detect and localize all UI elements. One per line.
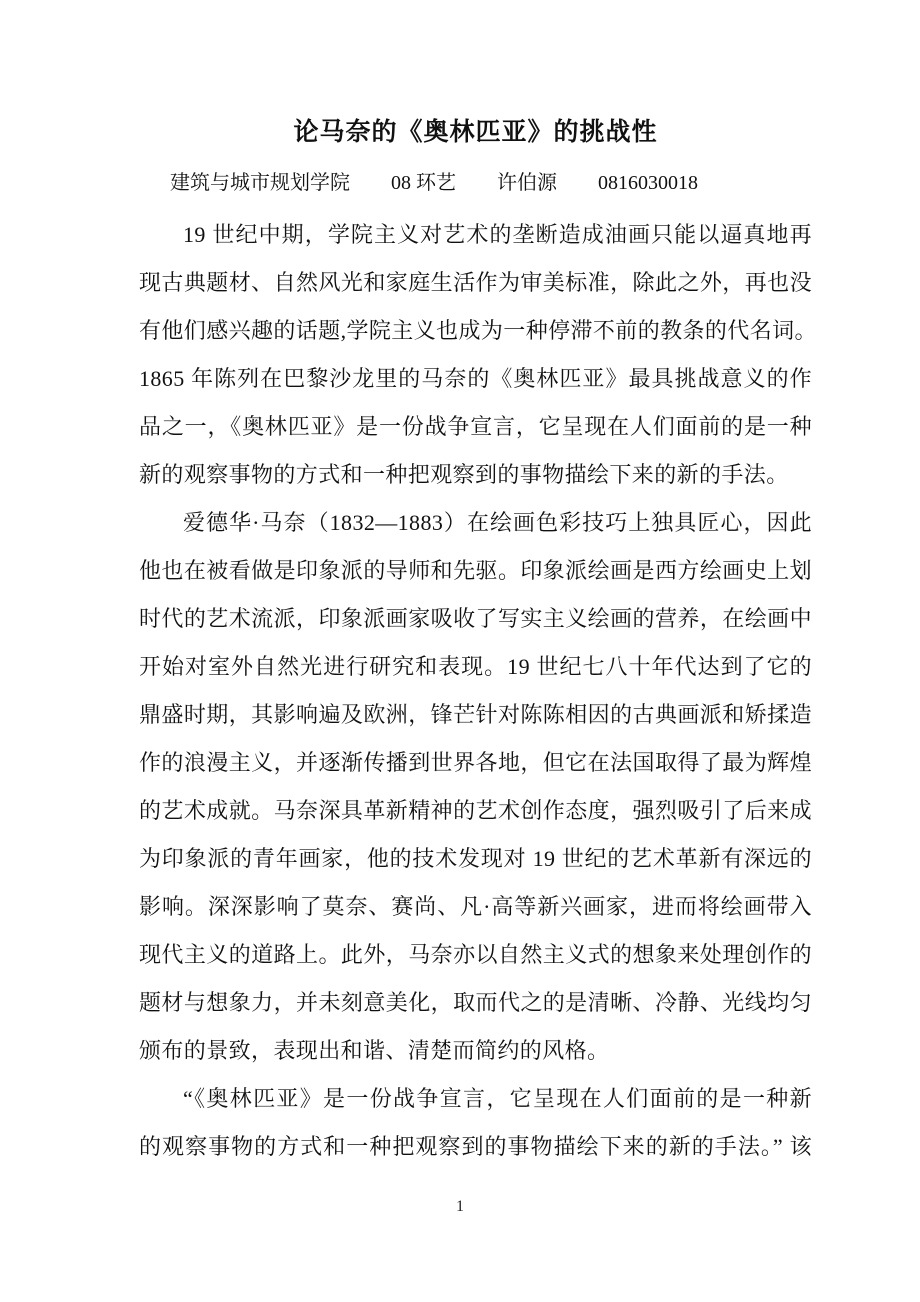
text-line: 现古典题材、自然风光和家庭生活作为审美标准，除此之外，再也没 (139, 270, 812, 295)
text-line: 有他们感兴趣的话题,学院主义也成为一种停滞不前的教条的代名词。 (139, 318, 817, 343)
text-line: 为印象派的青年画家，他的技术发现对 19 世纪的艺术革新有深远的 (139, 846, 812, 871)
text-line: 作的浪漫主义，并逐渐传播到世界各地，但它在法国取得了最为辉煌 (139, 750, 812, 775)
text-line: 的艺术成就。马奈深具革新精神的艺术创作态度，强烈吸引了后来成 (139, 798, 812, 823)
byline-department: 建筑与城市规划学院 (170, 172, 350, 194)
document-body (139, 211, 817, 1171)
text-line: 的观察事物的方式和一种把观察到的事物描绘下来的新的手法。” 该 (139, 1134, 812, 1159)
text-line: 品之一，《奥林匹亚》是一份战争宣言，它呈现在人们面前的是一种 (139, 414, 812, 439)
text-line: 开始对室外自然光进行研究和表现。19 世纪七八十年代达到了它的 (139, 654, 812, 679)
byline-class: 08 环艺 (391, 172, 456, 194)
text-line: 颁布的景致，表现出和谐、清楚而简约的风格。 (139, 1038, 610, 1063)
byline-author: 许伯源 (497, 172, 557, 194)
document-title: 论马奈的《奥林匹亚》的挑战性 (293, 119, 658, 146)
byline (139, 168, 812, 198)
text-line: 19 世纪中期，学院主义对艺术的垄断造成油画只能以逼真地再 (183, 222, 812, 247)
paragraph (139, 211, 817, 499)
text-line: 题材与想象力，并未刻意美化，取而代之的是清晰、冷静、光线均匀 (139, 990, 812, 1015)
text-line: 他也在被看做是印象派的导师和先驱。印象派绘画是西方绘画史上划 (139, 558, 812, 583)
text-line: 新的观察事物的方式和一种把观察到的事物描绘下来的新的手法。 (139, 462, 789, 487)
byline-student-id: 0816030018 (598, 172, 698, 194)
document-content (139, 0, 817, 1171)
text-line: 1865 年陈列在巴黎沙龙里的马奈的《奥林匹亚》最具挑战意义的作 (139, 366, 812, 391)
text-line: 时代的艺术流派，印象派画家吸收了写实主义绘画的营养，在绘画中 (139, 606, 812, 631)
text-line: “《奥林匹亚》是一份战争宣言，它呈现在人们面前的是一种新 (183, 1086, 812, 1111)
text-line: 爱德华·马奈（1832—1883）在绘画色彩技巧上独具匠心，因此 (183, 510, 812, 535)
text-line: 鼎盛时期，其影响遍及欧洲，锋芒针对陈陈相因的古典画派和矫揉造 (139, 702, 812, 727)
page-number: 1 (456, 1198, 464, 1215)
paragraph (139, 499, 812, 1075)
paragraph (139, 1075, 812, 1171)
text-line: 影响。深深影响了莫奈、赛尚、凡·高等新兴画家，进而将绘画带入 (139, 894, 812, 919)
text-line: 现代主义的道路上。此外，马奈亦以自然主义式的想象来处理创作的 (139, 942, 812, 967)
